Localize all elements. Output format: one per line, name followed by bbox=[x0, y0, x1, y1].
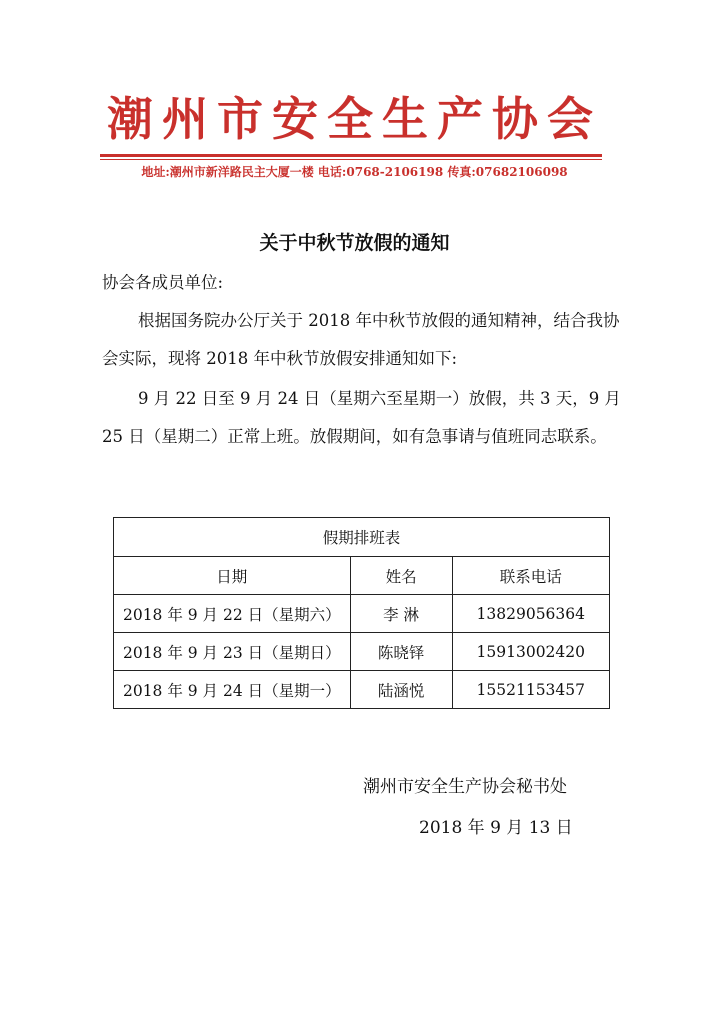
header-name: 姓名 bbox=[350, 557, 452, 595]
cell-name: 陆涵悦 bbox=[350, 671, 452, 709]
letterhead-org-name: 潮州市安全生产协会 bbox=[107, 92, 602, 146]
letterhead-rule-thick bbox=[100, 154, 602, 157]
cell-phone: 13829056364 bbox=[452, 595, 609, 633]
table-row bbox=[114, 671, 610, 709]
cell-date: 2018 年 9 月 23 日（星期日） bbox=[114, 633, 351, 671]
table-row bbox=[114, 633, 610, 671]
signature-issuer: 潮州市安全生产协会秘书处 bbox=[363, 777, 567, 797]
cell-name: 李 淋 bbox=[350, 595, 452, 633]
cell-phone: 15913002420 bbox=[452, 633, 609, 671]
cell-date: 2018 年 9 月 24 日（星期一） bbox=[114, 671, 351, 709]
table-row bbox=[114, 595, 610, 633]
notice-paragraph-1: 根据国务院办公厅关于 2018 年中秋节放假的通知精神，结合我协会实际，现将 2018 年中秋节放假安排通知如下: bbox=[102, 311, 620, 368]
notice-title: 关于中秋节放假的通知 bbox=[259, 232, 450, 254]
duty-roster-table bbox=[113, 517, 610, 709]
table-caption-row bbox=[114, 518, 610, 557]
notice-paragraph-2: 9 月 22 日至 9 月 24 日（星期六至星期一）放假，共 3 天，9 月 25 日（星期二）正常上班。放假期间，如有急事请与值班同志联系。 bbox=[102, 389, 621, 446]
header-phone: 联系电话 bbox=[452, 557, 609, 595]
table-header-row bbox=[114, 557, 610, 595]
cell-phone: 15521153457 bbox=[452, 671, 609, 709]
letterhead-contact-line: 地址:潮州市新洋路民主大厦一楼 电话:0768-2106198 传真:07682106098 bbox=[141, 165, 568, 179]
letterhead-rule-thin bbox=[100, 159, 602, 160]
header-date: 日期 bbox=[114, 557, 351, 595]
signature-date: 2018 年 9 月 13 日 bbox=[419, 818, 573, 838]
cell-date: 2018 年 9 月 22 日（星期六） bbox=[114, 595, 351, 633]
cell-name: 陈晓铎 bbox=[350, 633, 452, 671]
notice-salutation: 协会各成员单位: bbox=[102, 273, 224, 292]
table-caption: 假期排班表 bbox=[114, 518, 610, 557]
